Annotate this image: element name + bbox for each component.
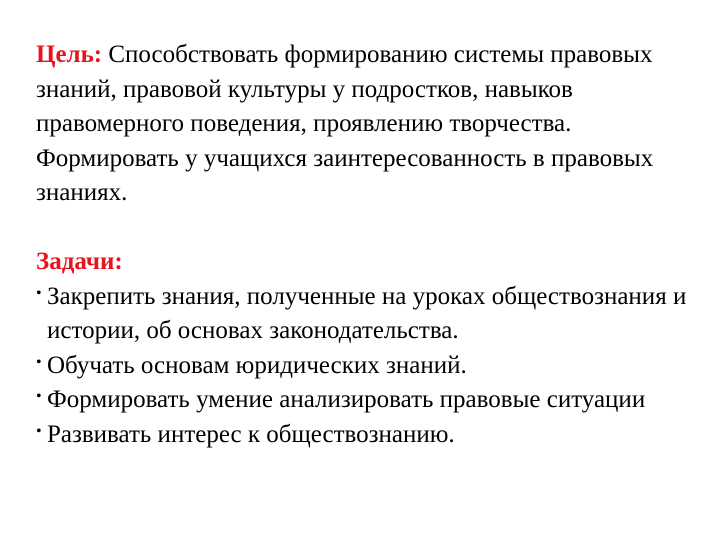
bullet-icon: • — [36, 388, 42, 405]
goal-paragraph — [36, 38, 696, 211]
bullet-icon: • — [36, 284, 42, 302]
tasks-list — [36, 280, 696, 453]
task-item — [36, 383, 696, 418]
task-text: Обучать основам юридических знаний. — [47, 351, 467, 379]
task-text: Формировать умение анализировать правовые ситуации — [47, 386, 646, 413]
tasks-heading: Задачи: — [36, 248, 123, 275]
goal-text: Способствовать формированию системы правовых знаний, правовой культуры у подростков, навыков правомерного поведения, проявлению творчества. Формировать у учащихся заинтересованность в правовых знаниях. — [36, 41, 654, 206]
slide-content — [36, 38, 696, 452]
task-item — [36, 280, 696, 349]
goal-label: Цель: — [36, 41, 103, 68]
task-text: Развивать интерес к обществознанию. — [47, 420, 455, 448]
task-item — [36, 349, 696, 384]
task-text: Закрепить знания, полученные на уроках обществознания и истории, об основах законодательства. — [47, 282, 687, 344]
bullet-icon: • — [36, 353, 42, 371]
spacer — [36, 211, 696, 246]
task-item — [36, 418, 696, 453]
bullet-icon: • — [36, 422, 42, 440]
